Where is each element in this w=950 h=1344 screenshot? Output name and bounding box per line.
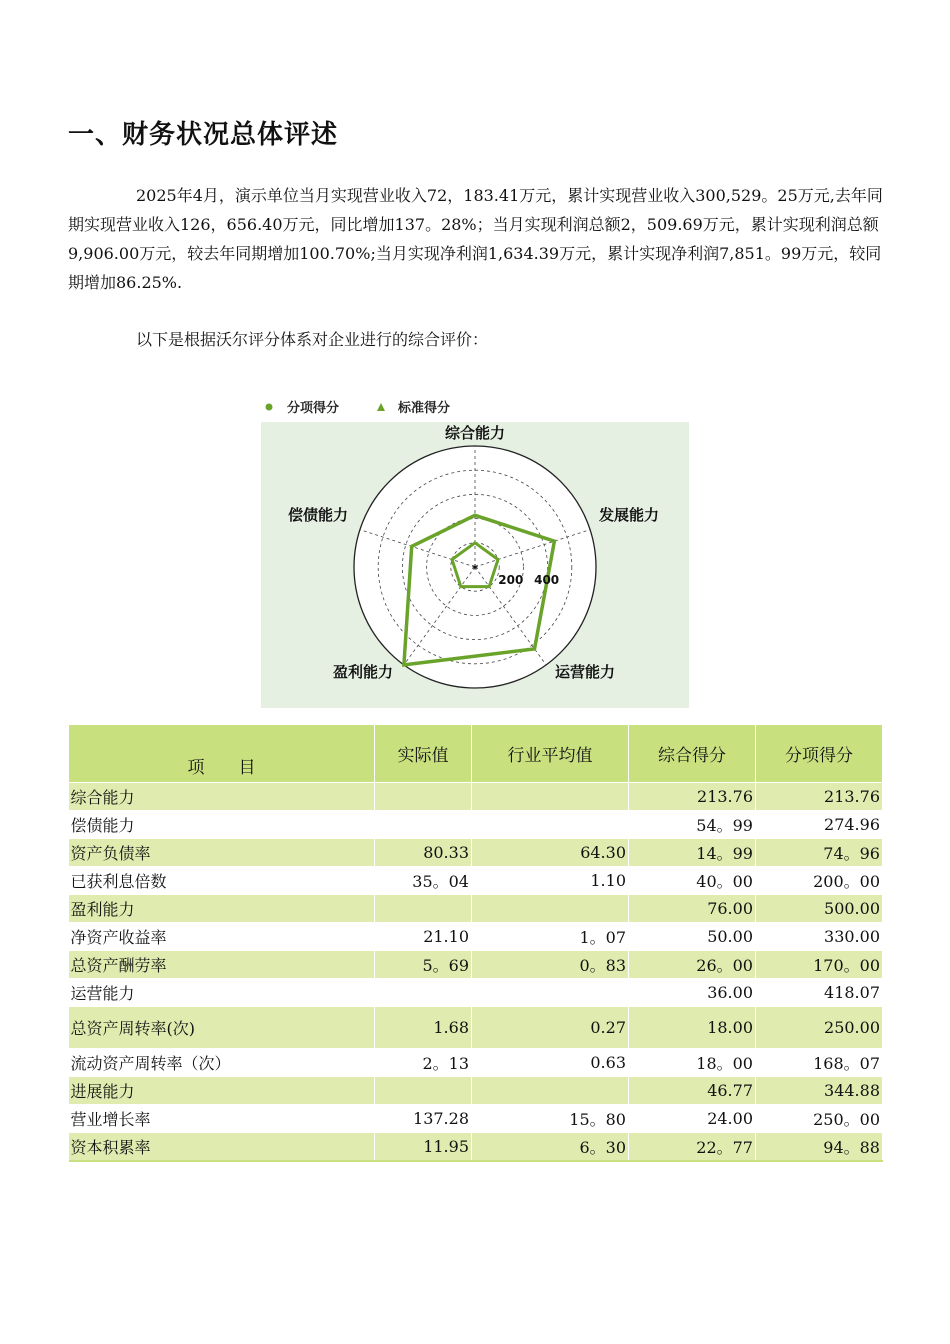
axis-label: 偿债能力 (287, 506, 349, 524)
table-row (69, 895, 883, 923)
cell-composite: 18。00 (629, 1049, 756, 1077)
cell-composite: 46.77 (629, 1077, 756, 1105)
cell-composite: 22。77 (629, 1133, 756, 1162)
cell-industry: 0.27 (472, 1007, 629, 1049)
table-row (69, 923, 883, 951)
cell-sub: 344.88 (756, 1077, 883, 1105)
radar-chart (261, 389, 689, 708)
cell-item: 进展能力 (69, 1077, 375, 1105)
cell-item: 总资产周转率(次) (69, 1007, 375, 1049)
cell-actual: 2。13 (375, 1049, 472, 1077)
cell-sub: 274.96 (756, 811, 883, 839)
ring-tick-label: 400 (534, 573, 560, 587)
cell-composite: 24.00 (629, 1105, 756, 1133)
cell-sub: 418.07 (756, 979, 883, 1007)
header-actual: 实际值 (375, 725, 472, 783)
cell-industry (472, 895, 629, 923)
legend-label-sub-score: 分项得分 (287, 401, 340, 416)
radar-chart-svg (261, 389, 689, 708)
cell-industry: 64.30 (472, 839, 629, 867)
cell-item: 盈利能力 (69, 895, 375, 923)
header-industry-average: 行业平均值 (472, 725, 629, 783)
cell-item: 已获利息倍数 (69, 867, 375, 895)
cell-item: 资产负债率 (69, 839, 375, 867)
cell-sub: 213.76 (756, 783, 883, 811)
cell-industry (472, 811, 629, 839)
axis-label: 综合能力 (444, 424, 506, 442)
cell-actual: 35。04 (375, 867, 472, 895)
wall-score-table (68, 724, 883, 1162)
cell-sub: 200。00 (756, 867, 883, 895)
legend-label-standard-score: 标准得分 (398, 401, 451, 416)
cell-composite: 40。00 (629, 867, 756, 895)
cell-actual: 137.28 (375, 1105, 472, 1133)
cell-industry: 1.10 (472, 867, 629, 895)
cell-industry: 0。83 (472, 951, 629, 979)
summary-text: 2025年4月，演示单位当月实现营业收入72，183.41万元，累计实现营业收入300,529。25万元,去年同期实现营业收入126，656.40万元，同比增加137。28%；当月实现利润总额2，509.69万元，累计实现利润总额9,906.00万元，较去年同期增加100.70%;当月实现净利润1,634.39万元，累计实现净利润7,851。99万元，较同期增加86.25%. (68, 186, 883, 292)
cell-item: 资本积累率 (69, 1133, 375, 1162)
header-item: 项 目 (69, 725, 375, 783)
table-row (69, 1077, 883, 1105)
table-row (69, 1049, 883, 1077)
cell-item: 营业增长率 (69, 1105, 375, 1133)
cell-composite: 14。99 (629, 839, 756, 867)
evaluation-intro (68, 325, 883, 354)
axis-label: 发展能力 (598, 506, 660, 524)
axis-label: 运营能力 (554, 663, 616, 681)
header-composite-score: 综合得分 (629, 725, 756, 783)
cell-industry (472, 783, 629, 811)
cell-industry: 6。30 (472, 1133, 629, 1162)
axis-label: 盈利能力 (332, 663, 394, 681)
legend-marker-triangle (377, 403, 385, 411)
cell-composite: 36.00 (629, 979, 756, 1007)
cell-sub: 170。00 (756, 951, 883, 979)
center-marker: * (471, 562, 479, 576)
intro-text: 以下是根据沃尔评分体系对企业进行的综合评价： (136, 330, 489, 349)
cell-actual (375, 1077, 472, 1105)
cell-actual (375, 895, 472, 923)
cell-actual: 5。69 (375, 951, 472, 979)
chart-legend (266, 400, 451, 416)
cell-composite: 26。00 (629, 951, 756, 979)
legend-marker-dot (266, 404, 273, 411)
table-row (69, 783, 883, 811)
table-row (69, 1007, 883, 1049)
cell-item: 流动资产周转率（次） (69, 1049, 375, 1077)
table-header-row (69, 725, 883, 783)
cell-actual: 80.33 (375, 839, 472, 867)
cell-composite: 76.00 (629, 895, 756, 923)
cell-industry (472, 1077, 629, 1105)
cell-composite: 50.00 (629, 923, 756, 951)
table-row (69, 1105, 883, 1133)
table-row (69, 839, 883, 867)
cell-sub: 74。96 (756, 839, 883, 867)
cell-actual: 11.95 (375, 1133, 472, 1162)
cell-sub: 500.00 (756, 895, 883, 923)
cell-industry: 0.63 (472, 1049, 629, 1077)
cell-item: 偿债能力 (69, 811, 375, 839)
ring-tick-label: 200 (498, 573, 524, 587)
cell-composite: 213.76 (629, 783, 756, 811)
cell-actual: 1.68 (375, 1007, 472, 1049)
cell-composite: 18.00 (629, 1007, 756, 1049)
cell-actual: 21.10 (375, 923, 472, 951)
table-row (69, 811, 883, 839)
cell-item: 综合能力 (69, 783, 375, 811)
cell-item: 总资产酬劳率 (69, 951, 375, 979)
cell-industry (472, 979, 629, 1007)
table-row (69, 1133, 883, 1162)
cell-actual (375, 811, 472, 839)
table-row (69, 867, 883, 895)
cell-sub: 94。88 (756, 1133, 883, 1162)
summary-paragraph (68, 181, 883, 297)
cell-sub: 330.00 (756, 923, 883, 951)
table-row (69, 951, 883, 979)
cell-actual (375, 979, 472, 1007)
cell-actual (375, 783, 472, 811)
cell-industry: 15。80 (472, 1105, 629, 1133)
table-body (69, 783, 883, 1162)
cell-item: 净资产收益率 (69, 923, 375, 951)
cell-composite: 54。99 (629, 811, 756, 839)
cell-item: 运营能力 (69, 979, 375, 1007)
cell-sub: 250。00 (756, 1105, 883, 1133)
cell-sub: 168。07 (756, 1049, 883, 1077)
section-heading: 一、财务状况总体评述 (68, 120, 339, 150)
cell-sub: 250.00 (756, 1007, 883, 1049)
table-row (69, 979, 883, 1007)
cell-industry: 1。07 (472, 923, 629, 951)
header-sub-score: 分项得分 (756, 725, 883, 783)
